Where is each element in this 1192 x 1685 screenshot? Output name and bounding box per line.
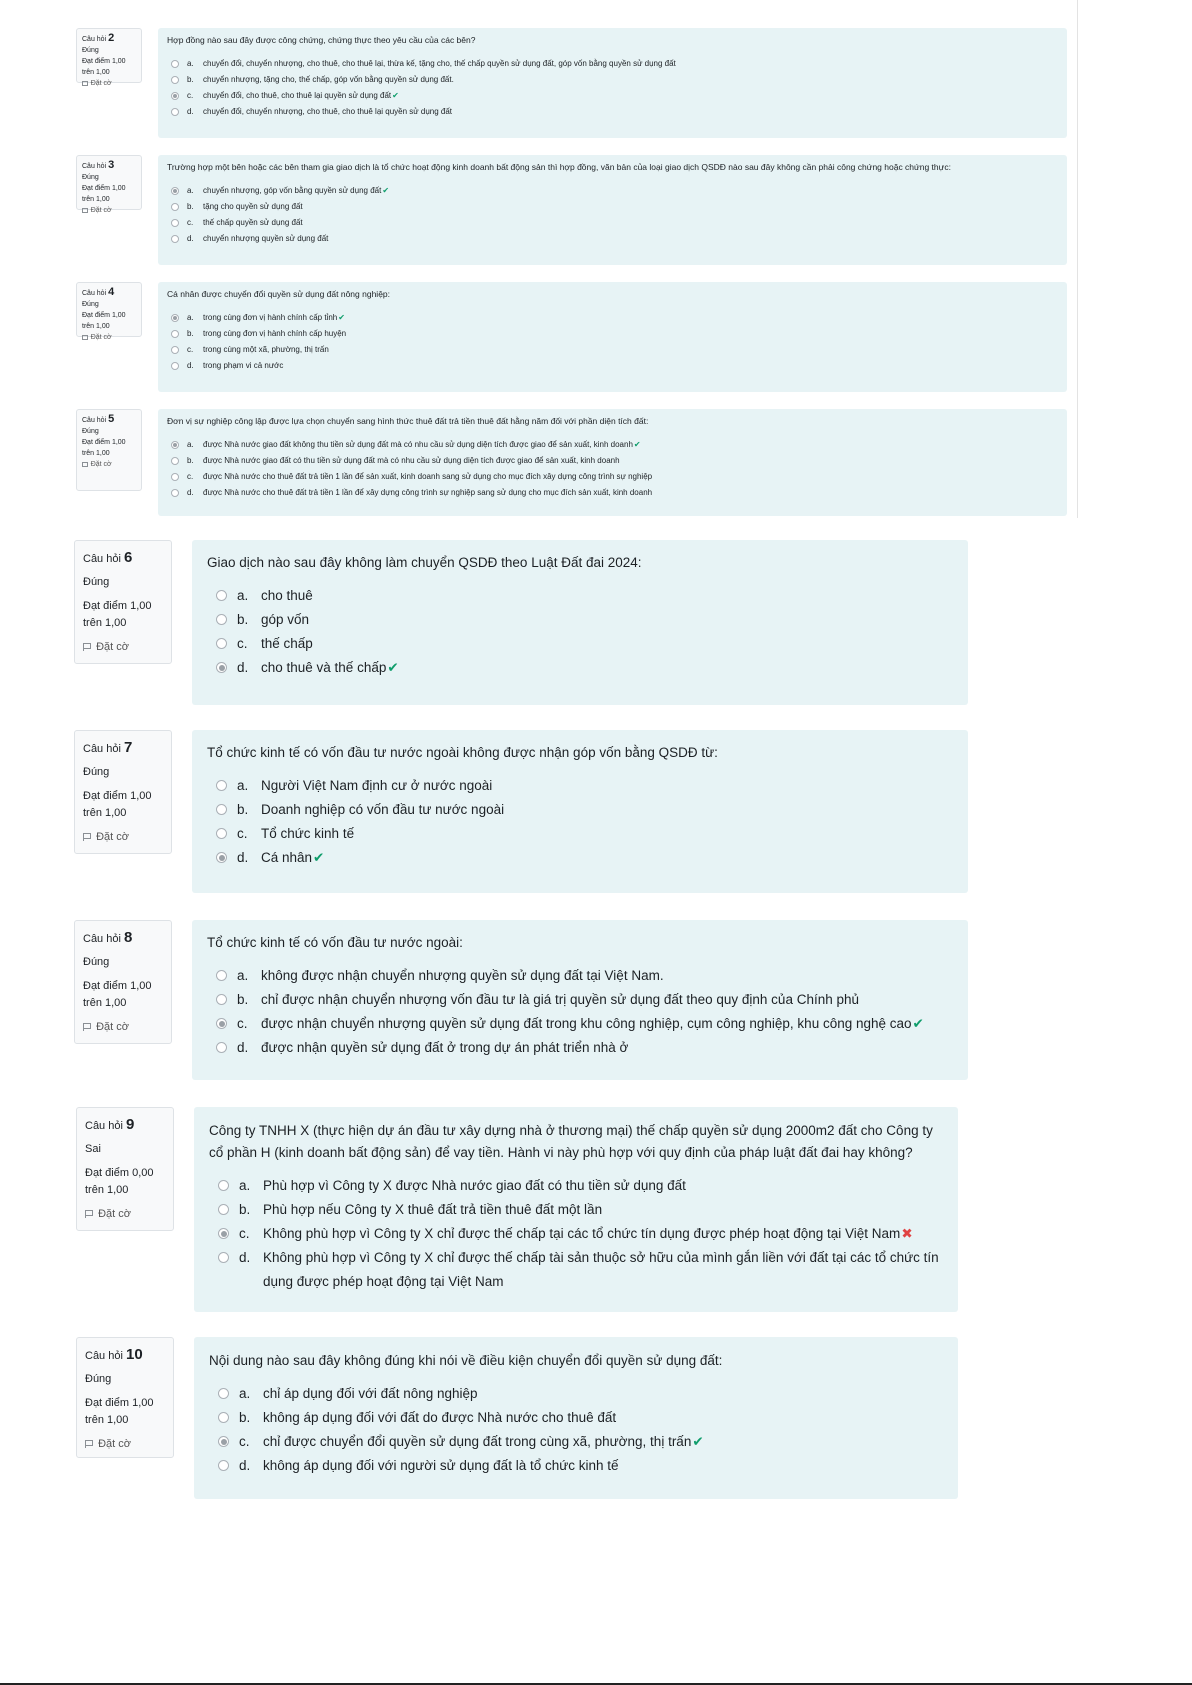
- answer-option-b[interactable]: b. tặng cho quyền sử dụng đất: [167, 199, 1058, 215]
- question-text: Hợp đồng nào sau đây được công chứng, chứng thực theo yêu cầu của các bên?: [167, 35, 476, 45]
- radio-button[interactable]: [216, 828, 227, 839]
- question-content: [192, 730, 968, 893]
- radio-button[interactable]: [218, 1204, 229, 1215]
- radio-button[interactable]: [216, 780, 227, 791]
- answer-option-c[interactable]: c. trong cùng một xã, phường, thị trấn: [167, 342, 1058, 358]
- check-icon: ✔: [382, 186, 390, 195]
- flag-icon: [82, 81, 87, 86]
- question-info: [76, 282, 142, 341]
- answer-list: [167, 310, 1058, 374]
- radio-button[interactable]: [218, 1252, 229, 1263]
- answer-option-d[interactable]: d. Không phù hợp vì Công ty X chỉ được thế chấp tài sản thuộc sở hữu của mình gắn liền với đất tại các tổ chức tín dụng được phép hoạt động tại Việt Nam: [209, 1246, 943, 1294]
- check-icon: ✔: [912, 1016, 924, 1031]
- flag-question-button[interactable]: Đặt cờ: [85, 1206, 165, 1223]
- question-info: [76, 28, 142, 87]
- question-number: Câu hỏi 2: [82, 32, 115, 44]
- answer-option-b[interactable]: b. không áp dụng đối với đất do được Nhà nước cho thuê đất: [209, 1406, 943, 1430]
- answer-option-c[interactable]: c. được Nhà nước cho thuê đất trả tiền 1 lần để sản xuất, kinh doanh sang sử dụng cho mục đích xây dựng công trình sự nghiệp: [167, 469, 1058, 485]
- question-content: [192, 920, 968, 1080]
- question-text: Tổ chức kinh tế có vốn đầu tư nước ngoài:: [207, 935, 463, 950]
- question-text: Cá nhân được chuyển đổi quyền sử dụng đất nông nghiệp:: [167, 289, 391, 299]
- grade-max: trên 1,00: [82, 69, 110, 76]
- radio-button-selected[interactable]: [218, 1228, 229, 1239]
- question-state: Đúng: [82, 174, 99, 181]
- radio-button[interactable]: [171, 362, 179, 370]
- grade-max: trên 1,00: [85, 1184, 129, 1196]
- answer-option-a[interactable]: a. được Nhà nước giao đất không thu tiền sử dụng đất mà có nhu cầu sử dụng diện tích được giao để sản xuất, kinh doanh✔: [167, 437, 1058, 453]
- check-icon: ✔: [313, 850, 325, 865]
- grade-max: trên 1,00: [83, 997, 127, 1009]
- radio-button-selected[interactable]: [171, 92, 179, 100]
- answer-list: [207, 964, 953, 1060]
- check-icon: ✔: [387, 660, 399, 675]
- answer-list: [207, 584, 953, 680]
- grade-line: Đạt điểm 1,00: [82, 185, 126, 192]
- question-text: Công ty TNHH X (thực hiện dự án đầu tư xây dựng nhà ở thương mại) thế chấp quyền sử dụng 2000m2 đất cho Công ty cổ phần H (kinh doanh bất động sản) để vay tiền. Hành vi này phù hợp với quy định của pháp luật đất đai hay không?: [209, 1123, 933, 1160]
- flag-question-button[interactable]: Đặt cờ: [83, 639, 163, 656]
- question-content: [194, 1107, 958, 1312]
- answer-option-c[interactable]: c. chuyển đổi, cho thuê, cho thuê lại quyền sử dụng đất✔: [167, 88, 1058, 104]
- page-scrollbar[interactable]: [1077, 0, 1078, 518]
- radio-button[interactable]: [216, 970, 227, 981]
- answer-list: [167, 437, 1058, 501]
- question-info: [76, 1107, 174, 1231]
- answer-option-c[interactable]: c. Không phù hợp vì Công ty X chỉ được thế chấp tại các tổ chức tín dụng được phép hoạt động tại Việt Nam✖: [209, 1222, 943, 1246]
- answer-option-a[interactable]: a. chỉ áp dụng đối với đất nông nghiệp: [209, 1382, 943, 1406]
- grade-line: Đạt điểm 1,00: [82, 312, 126, 319]
- question-content: [158, 409, 1067, 516]
- question-info: [74, 730, 172, 854]
- question-text: Tổ chức kinh tế có vốn đầu tư nước ngoài không được nhận góp vốn bằng QSDĐ từ:: [207, 745, 718, 760]
- answer-option-a[interactable]: a. chuyển đổi, chuyển nhượng, cho thuê, cho thuê lại, thừa kế, tặng cho, thế chấp quyền sử dụng đất, góp vốn bằng quyền sử dụng đất: [167, 56, 1058, 72]
- radio-button[interactable]: [218, 1180, 229, 1191]
- answer-option-b[interactable]: b. góp vốn: [207, 608, 953, 632]
- radio-button-selected[interactable]: [171, 187, 179, 195]
- answer-option-b[interactable]: b. được Nhà nước giao đất có thu tiền sử dụng đất mà có nhu cầu sử dụng diện tích được giao để sản xuất, kinh doanh: [167, 453, 1058, 469]
- radio-button-selected[interactable]: [216, 852, 227, 863]
- question-number: Câu hỏi 9: [85, 1116, 135, 1133]
- grade-line: Đạt điểm 1,00: [82, 58, 126, 65]
- question-number: Câu hỏi 4: [82, 286, 115, 298]
- radio-button[interactable]: [171, 219, 179, 227]
- flag-question-button[interactable]: Đặt cờ: [82, 205, 136, 216]
- question-text: Đơn vị sự nghiệp công lập được lựa chọn chuyển sang hình thức thuê đất trả tiền thuê đất hằng năm đối với phần diện tích đất:: [167, 416, 649, 426]
- answer-option-a[interactable]: a. cho thuê: [207, 584, 953, 608]
- question-content: [192, 540, 968, 705]
- question-number: Câu hỏi 5: [82, 413, 115, 425]
- question-content: [158, 28, 1067, 138]
- answer-option-d[interactable]: d. được nhận quyền sử dụng đất ở trong dự án phát triển nhà ở: [207, 1036, 953, 1060]
- answer-option-a[interactable]: a. không được nhận chuyển nhượng quyền sử dụng đất tại Việt Nam.: [207, 964, 953, 988]
- grade-max: trên 1,00: [82, 196, 110, 203]
- radio-button[interactable]: [218, 1388, 229, 1399]
- answer-option-b[interactable]: b. chỉ được nhận chuyển nhượng vốn đầu tư là giá trị quyền sử dụng đất theo quy định của Chính phủ: [207, 988, 953, 1012]
- grade-line: Đạt điểm 1,00: [82, 439, 126, 446]
- answer-option-b[interactable]: b. chuyển nhượng, tặng cho, thế chấp, góp vốn bằng quyền sử dụng đất.: [167, 72, 1058, 88]
- grade-line: Đạt điểm 1,00: [85, 1397, 154, 1409]
- radio-button[interactable]: [171, 108, 179, 116]
- question-number: Câu hỏi 3: [82, 159, 115, 171]
- flag-question-button[interactable]: Đặt cờ: [82, 459, 136, 470]
- answer-option-c[interactable]: c. được nhận chuyển nhượng quyền sử dụng đất trong khu công nghiệp, cụm công nghiệp, khu công nghệ cao✔: [207, 1012, 953, 1036]
- radio-button[interactable]: [216, 638, 227, 649]
- radio-button-selected[interactable]: [171, 441, 179, 449]
- question-number: Câu hỏi 6: [83, 549, 133, 566]
- answer-option-c[interactable]: c. thế chấp quyền sử dụng đất: [167, 215, 1058, 231]
- grade-line: Đạt điểm 1,00: [83, 790, 152, 802]
- answer-option-a[interactable]: a. trong cùng đơn vị hành chính cấp tỉnh✔: [167, 310, 1058, 326]
- radio-button-selected[interactable]: [171, 314, 179, 322]
- cross-icon: ✖: [901, 1226, 913, 1241]
- answer-option-a[interactable]: a. Phù hợp vì Công ty X được Nhà nước giao đất có thu tiền sử dụng đất: [209, 1174, 943, 1198]
- flag-icon: [83, 1023, 91, 1031]
- answer-list: [167, 56, 1058, 120]
- question-number: Câu hỏi 8: [83, 929, 133, 946]
- radio-button[interactable]: [216, 1042, 227, 1053]
- radio-button-selected[interactable]: [216, 662, 227, 673]
- flag-icon: [82, 335, 87, 340]
- radio-button[interactable]: [171, 76, 179, 84]
- radio-button[interactable]: [171, 330, 179, 338]
- grade-max: trên 1,00: [85, 1414, 129, 1426]
- grade-line: Đạt điểm 1,00: [83, 980, 152, 992]
- answer-option-c[interactable]: c. Tổ chức kinh tế: [207, 822, 953, 846]
- answer-option-d[interactable]: d. không áp dụng đối với người sử dụng đất là tổ chức kinh tế: [209, 1454, 943, 1478]
- answer-option-b[interactable]: b. trong cùng đơn vị hành chính cấp huyện: [167, 326, 1058, 342]
- check-icon: ✔: [633, 440, 641, 449]
- flag-question-button[interactable]: Đặt cờ: [82, 332, 136, 343]
- question-number: Câu hỏi 7: [83, 739, 133, 756]
- answer-option-d[interactable]: d. chuyển đổi, chuyển nhượng, cho thuê, cho thuê lại quyền sử dụng đất: [167, 104, 1058, 120]
- radio-button[interactable]: [171, 489, 179, 497]
- question-state: Đúng: [82, 301, 99, 308]
- radio-button[interactable]: [171, 203, 179, 211]
- check-icon: ✔: [692, 1434, 704, 1449]
- grade-max: trên 1,00: [83, 617, 127, 629]
- flag-question-button[interactable]: Đặt cờ: [83, 829, 163, 846]
- answer-option-b[interactable]: b. Doanh nghiệp có vốn đầu tư nước ngoài: [207, 798, 953, 822]
- answer-list: [167, 183, 1058, 247]
- answer-option-a[interactable]: a. chuyển nhượng, góp vốn bằng quyền sử dụng đất✔: [167, 183, 1058, 199]
- question-state: Đúng: [83, 766, 110, 778]
- answer-option-a[interactable]: a. Người Việt Nam định cư ở nước ngoài: [207, 774, 953, 798]
- radio-button[interactable]: [171, 473, 179, 481]
- grade-max: trên 1,00: [83, 807, 127, 819]
- question-info: [76, 1337, 174, 1458]
- question-info: [76, 155, 142, 214]
- check-icon: ✔: [338, 313, 345, 322]
- radio-button[interactable]: [216, 994, 227, 1005]
- radio-button[interactable]: [171, 60, 179, 68]
- radio-button[interactable]: [171, 235, 179, 243]
- question-state: Đúng: [83, 956, 110, 968]
- radio-button-selected[interactable]: [218, 1436, 229, 1447]
- question-state: Đúng: [85, 1373, 112, 1385]
- answer-option-d[interactable]: d. được Nhà nước cho thuê đất trả tiền 1 lần để xây dựng công trình sự nghiệp sang sử dụng cho mục đích sản xuất, kinh doanh: [167, 485, 1058, 501]
- answer-option-b[interactable]: b. Phù hợp nếu Công ty X thuê đất trả tiền thuê đất một lần: [209, 1198, 943, 1222]
- question-state: Đúng: [82, 428, 99, 435]
- grade-max: trên 1,00: [82, 323, 110, 330]
- radio-button-selected[interactable]: [216, 1018, 227, 1029]
- question-text: Trường hợp một bên hoặc các bên tham gia giao dịch là tổ chức hoạt động kinh doanh bất động sản thì hợp đồng, văn bản của loại giao dịch QSDĐ nào sau đây không cần phải công chứng hoặc chứng thực:: [167, 162, 951, 172]
- question-text: Nội dung nào sau đây không đúng khi nói về điều kiện chuyển đổi quyền sử dụng đất:: [209, 1353, 723, 1368]
- answer-option-d[interactable]: d. chuyển nhượng quyền sử dụng đất: [167, 231, 1058, 247]
- flag-icon: [85, 1210, 93, 1218]
- question-state: Đúng: [83, 576, 110, 588]
- answer-option-c[interactable]: c. thế chấp: [207, 632, 953, 656]
- question-text: Giao dịch nào sau đây không làm chuyển QSDĐ theo Luật Đất đai 2024:: [207, 555, 642, 570]
- answer-option-d[interactable]: d. cho thuê và thế chấp✔: [207, 656, 953, 680]
- question-content: [194, 1337, 958, 1499]
- question-state: Đúng: [82, 47, 99, 54]
- radio-button[interactable]: [216, 590, 227, 601]
- question-content: [158, 282, 1067, 392]
- answer-option-c[interactable]: c. chỉ được chuyển đổi quyền sử dụng đất trong cùng xã, phường, thị trấn✔: [209, 1430, 943, 1454]
- radio-button[interactable]: [216, 614, 227, 625]
- flag-icon: [83, 833, 91, 841]
- flag-question-button[interactable]: Đặt cờ: [82, 78, 136, 89]
- question-info: [76, 409, 142, 491]
- answer-list: [209, 1382, 943, 1478]
- question-info: [74, 920, 172, 1044]
- radio-button[interactable]: [216, 804, 227, 815]
- radio-button[interactable]: [218, 1412, 229, 1423]
- answer-option-d[interactable]: d. Cá nhân✔: [207, 846, 953, 870]
- flag-question-button[interactable]: Đặt cờ: [83, 1019, 163, 1036]
- check-icon: ✔: [392, 91, 399, 100]
- flag-question-button[interactable]: Đặt cờ: [85, 1436, 165, 1453]
- answer-list: [207, 774, 953, 870]
- grade-line: Đạt điểm 0,00: [85, 1167, 154, 1179]
- question-content: [158, 155, 1067, 265]
- flag-icon: [85, 1440, 93, 1448]
- question-info: [74, 540, 172, 664]
- flag-icon: [82, 208, 87, 213]
- answer-option-d[interactable]: d. trong phạm vi cả nước: [167, 358, 1058, 374]
- radio-button[interactable]: [218, 1460, 229, 1471]
- question-state: Sai: [85, 1143, 101, 1155]
- flag-icon: [83, 643, 91, 651]
- grade-line: Đạt điểm 1,00: [83, 600, 152, 612]
- radio-button[interactable]: [171, 346, 179, 354]
- question-number: Câu hỏi 10: [85, 1346, 143, 1363]
- flag-icon: [82, 462, 87, 467]
- radio-button[interactable]: [171, 457, 179, 465]
- grade-max: trên 1,00: [82, 450, 110, 457]
- answer-list: [209, 1174, 943, 1294]
